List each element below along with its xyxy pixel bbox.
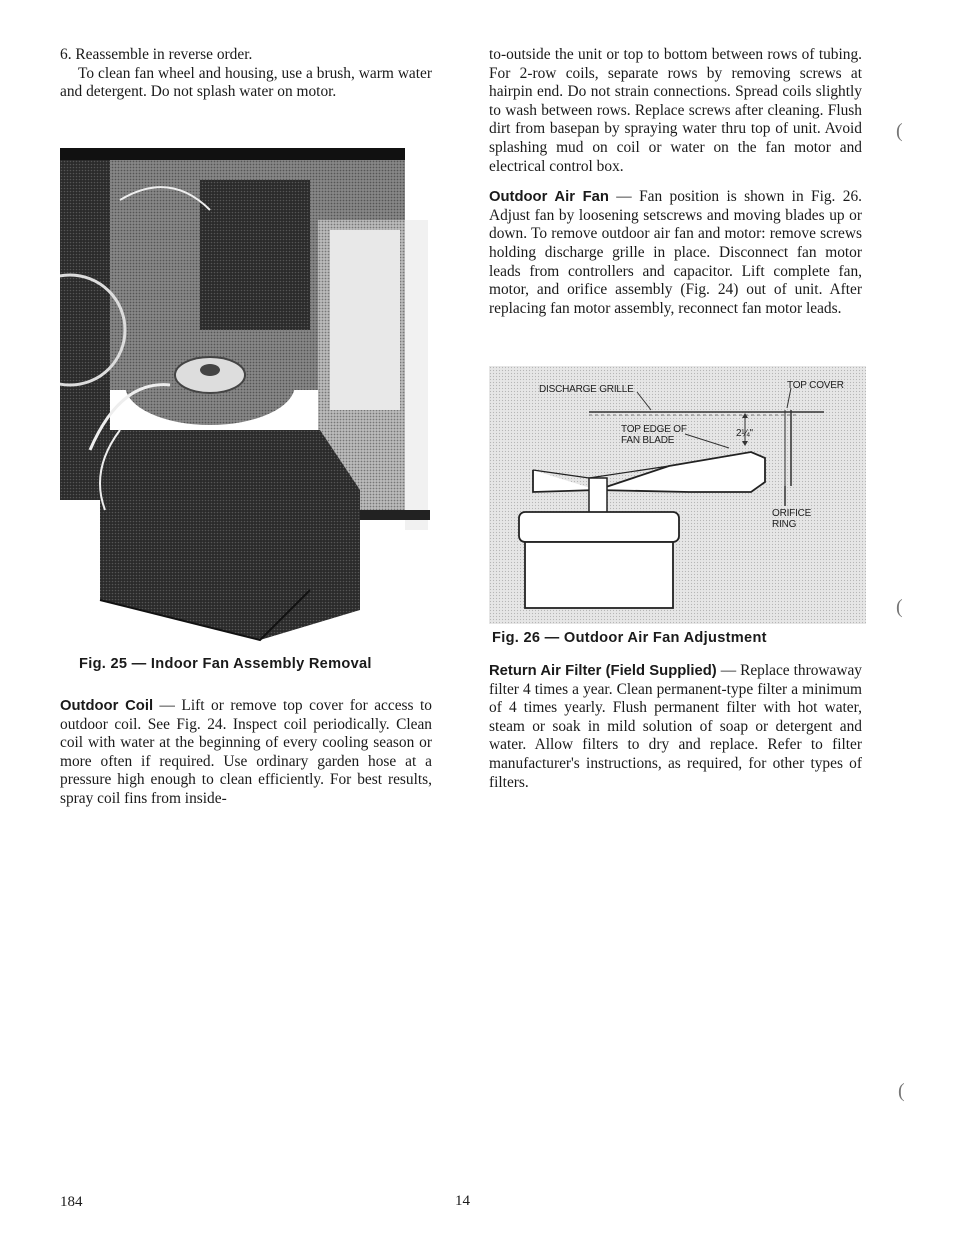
fig26-caption-wrap bbox=[492, 629, 872, 648]
label-orifice-line2: RING bbox=[772, 519, 797, 530]
return-filter-heading: Return Air Filter (Field Supplied) bbox=[489, 663, 717, 679]
outdoor-coil-text: — Lift or remove top cover for access to outdoor coil. See Fig. 24. Inspect coil periodically. Clean coil with water at the beginning of every cooling season or more often if required. Use ordinary garden hose at a pressure high enough to clean efficiently. For best results, spray coil fins from inside- bbox=[60, 697, 432, 807]
step-6: 6. Reassemble in reverse order. bbox=[60, 46, 253, 63]
document-number: 184 bbox=[60, 1194, 83, 1210]
margin-mark: ( bbox=[898, 1080, 905, 1102]
fig25-caption: Fig. 25 — Indoor Fan Assembly Removal bbox=[79, 656, 372, 672]
coil-continued-paragraph: to-outside the unit or top to bottom between rows of tubing. For 2-row coils, separate rows by removing screws at hairpin end. Do not strain connections. Spread coils slightly to wash between rows. Replace screws after cleaning. Flush dirt from basepan by spraying water thru top of unit. Avoid splashing mud on coil or water on the fan motor and electrical control box. bbox=[489, 46, 862, 175]
fig26-diagram bbox=[489, 366, 866, 624]
outdoor-coil-heading: Outdoor Coil bbox=[60, 698, 154, 714]
fig25-photo bbox=[60, 130, 432, 645]
label-top-cover: TOP COVER bbox=[787, 380, 844, 391]
margin-mark: ( bbox=[896, 596, 903, 618]
label-top-edge-line2: FAN BLADE bbox=[621, 435, 675, 446]
outdoor-fan-paragraph bbox=[489, 188, 862, 318]
margin-mark: ( bbox=[896, 120, 903, 142]
return-filter-section bbox=[489, 662, 862, 792]
fig25-caption-wrap bbox=[79, 655, 439, 674]
left-column bbox=[60, 46, 432, 102]
outdoor-fan-text: — Fan position is shown in Fig. 26. Adjust fan by loosening setscrews and moving blades up or down. To remove outdoor air fan and motor: remove screws holding discharge grille in place. Disconnect fan motor leads from controllers and capacitor. Lift complete fan, motor, and orifice assembly (Fig. 24) out of unit. After replacing fan motor assembly, reconnect fan motor leads. bbox=[489, 188, 863, 317]
outdoor-coil-paragraph bbox=[60, 697, 432, 809]
return-filter-text: — Replace throwaway filter 4 times a year. Clean permanent-type filter a minimum of 4 times yearly. Flush permanent filter with hot water, steam or soak in mild solution of soap or detergent and water. Allow filters to dry and replace. Refer to filter manufacturer's instructions, as required, for other types of filters. bbox=[489, 662, 863, 791]
outdoor-coil-section bbox=[60, 697, 432, 809]
outdoor-fan-heading: Outdoor Air Fan bbox=[489, 189, 609, 206]
dimension-label: 2¼" bbox=[736, 428, 753, 439]
label-discharge-grille: DISCHARGE GRILLE bbox=[539, 384, 634, 395]
page-number: 14 bbox=[455, 1193, 470, 1209]
label-top-edge-line1: TOP EDGE OF bbox=[621, 424, 687, 435]
label-orifice-line1: ORIFICE bbox=[772, 508, 812, 519]
clean-fan-paragraph: To clean fan wheel and housing, use a brush, warm water and detergent. Do not splash water on motor. bbox=[60, 64, 432, 101]
return-filter-paragraph bbox=[489, 662, 862, 792]
right-column bbox=[489, 46, 862, 318]
fig26-caption: Fig. 26 — Outdoor Air Fan Adjustment bbox=[492, 630, 767, 646]
